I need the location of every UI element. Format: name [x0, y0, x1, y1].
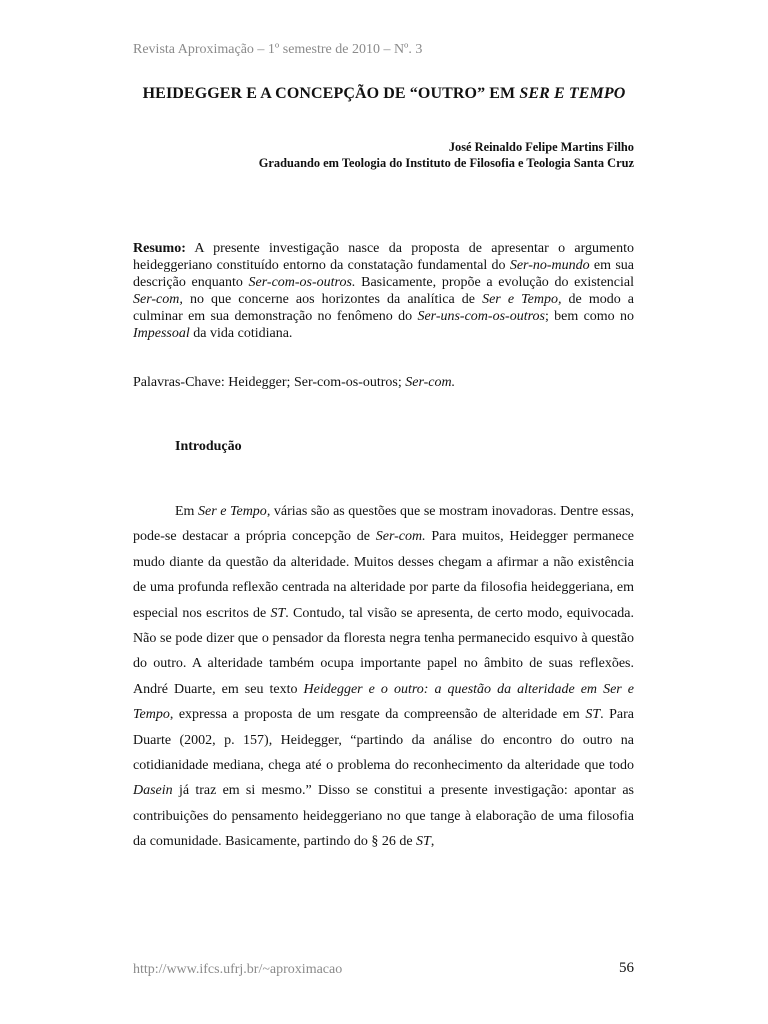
introduction-segment: , várias são as questões que se mostram inovadoras. Dentre essas, pode-se destacar a própria concepção de [133, 504, 634, 545]
abstract-segment: no que concerne aos horizontes da analítica de [182, 292, 483, 308]
abstract-segment: Ser-com, [133, 292, 183, 308]
author-block [259, 140, 634, 171]
abstract-body [133, 241, 634, 341]
author-affiliation: Graduando em Teologia do Instituto de Filosofia e Teologia Santa Cruz [258, 155, 634, 170]
author-name: José Reinaldo Felipe Martins Filho [448, 140, 634, 154]
introduction-segment: , expressa a proposta de um resgate da compreensão de alteridade em [169, 707, 586, 723]
abstract-segment: Ser-com-os-outros. [248, 275, 356, 291]
introduction-segment: Em [175, 504, 198, 519]
title-main: HEIDEGGER E A CONCEPÇÃO DE “OUTRO” EM [142, 85, 520, 102]
introduction-segment: Heidegger e o outro: a questão da alteridade em Ser e Tempo [133, 681, 634, 723]
introduction-segment: . Contudo, tal visão se apresenta, de certo modo, equivocada. Não se pode dizer que o pensador da floresta negra tenha permanecido esquivo à questão do outro. A alteridade também ocupa importante papel no âmbito de suas reflexões. André Duarte, em seu texto [133, 605, 634, 697]
abstract-segment: da vida cotidiana. [189, 326, 293, 342]
abstract-segment: A presente investigação nasce da proposta de apresentar o argumento heideggeriano constituído entorno da constatação fundamental do [133, 241, 634, 274]
section-heading-introduction: Introdução [175, 439, 242, 454]
page-number: 56 [619, 960, 634, 976]
introduction-segment: Dasein [133, 783, 173, 799]
abstract-segment: Ser-no-mundo [509, 258, 590, 274]
keywords-text: Palavras-Chave: Heidegger; Ser-com-os-outros; [133, 375, 406, 390]
article-title [0, 85, 768, 103]
introduction-segment: Para muitos, Heidegger permanece mudo diante da questão da alteridade. Muitos desses chegam a afirmar a não existência de uma profunda reflexão centrada na alteridade por parte da filosofia heideggeriana, em especial nos escritos de [133, 529, 634, 621]
introduction-segment: ST [270, 605, 286, 621]
introduction-segment: ST [585, 707, 601, 723]
abstract-label: Resumo: [133, 241, 186, 256]
introduction-segment: Ser e Tempo [198, 504, 267, 519]
abstract-segment: Basicamente, propõe a evolução do existencial [355, 275, 634, 291]
introduction-segment: , [430, 834, 435, 850]
title-italic: SER E TEMPO [519, 85, 626, 102]
introduction-segment: ST [416, 834, 431, 850]
keywords-italic: Ser-com. [405, 375, 456, 390]
footer-url: http://www.ifcs.ufrj.br/~aproximacao [133, 962, 343, 977]
abstract-segment: de modo a culminar em sua demonstração no fenômeno do [133, 292, 634, 325]
introduction-segment: . Para Duarte (2002, p. 157), Heidegger, “partindo da análise do encontro do outro na cotidianidade mediana, chega até o problema do reconhecimento da alteridade que todo [133, 707, 634, 774]
journal-header: Revista Aproximação – 1º semestre de 2010 – Nº. 3 [133, 42, 423, 57]
introduction-paragraph [133, 499, 634, 855]
introduction-segment: Ser-com. [375, 529, 426, 545]
abstract-segment: ; bem como no [544, 309, 634, 325]
abstract-segment: Impessoal [133, 326, 190, 342]
keywords [133, 375, 455, 391]
introduction-segment: já traz em si mesmo.” Disso se constitui a presente investigação: apontar as contribuições do pensamento heideggeriano no que tange à elaboração de uma filosofia da comunidade. Basicamente, partindo do § 26 de [133, 783, 634, 850]
abstract-segment: Ser-uns-com-os-outros [417, 309, 545, 325]
abstract-segment: Ser e Tempo, [482, 292, 562, 308]
abstract-segment: em sua descrição enquanto [133, 258, 634, 291]
abstract [133, 240, 634, 343]
